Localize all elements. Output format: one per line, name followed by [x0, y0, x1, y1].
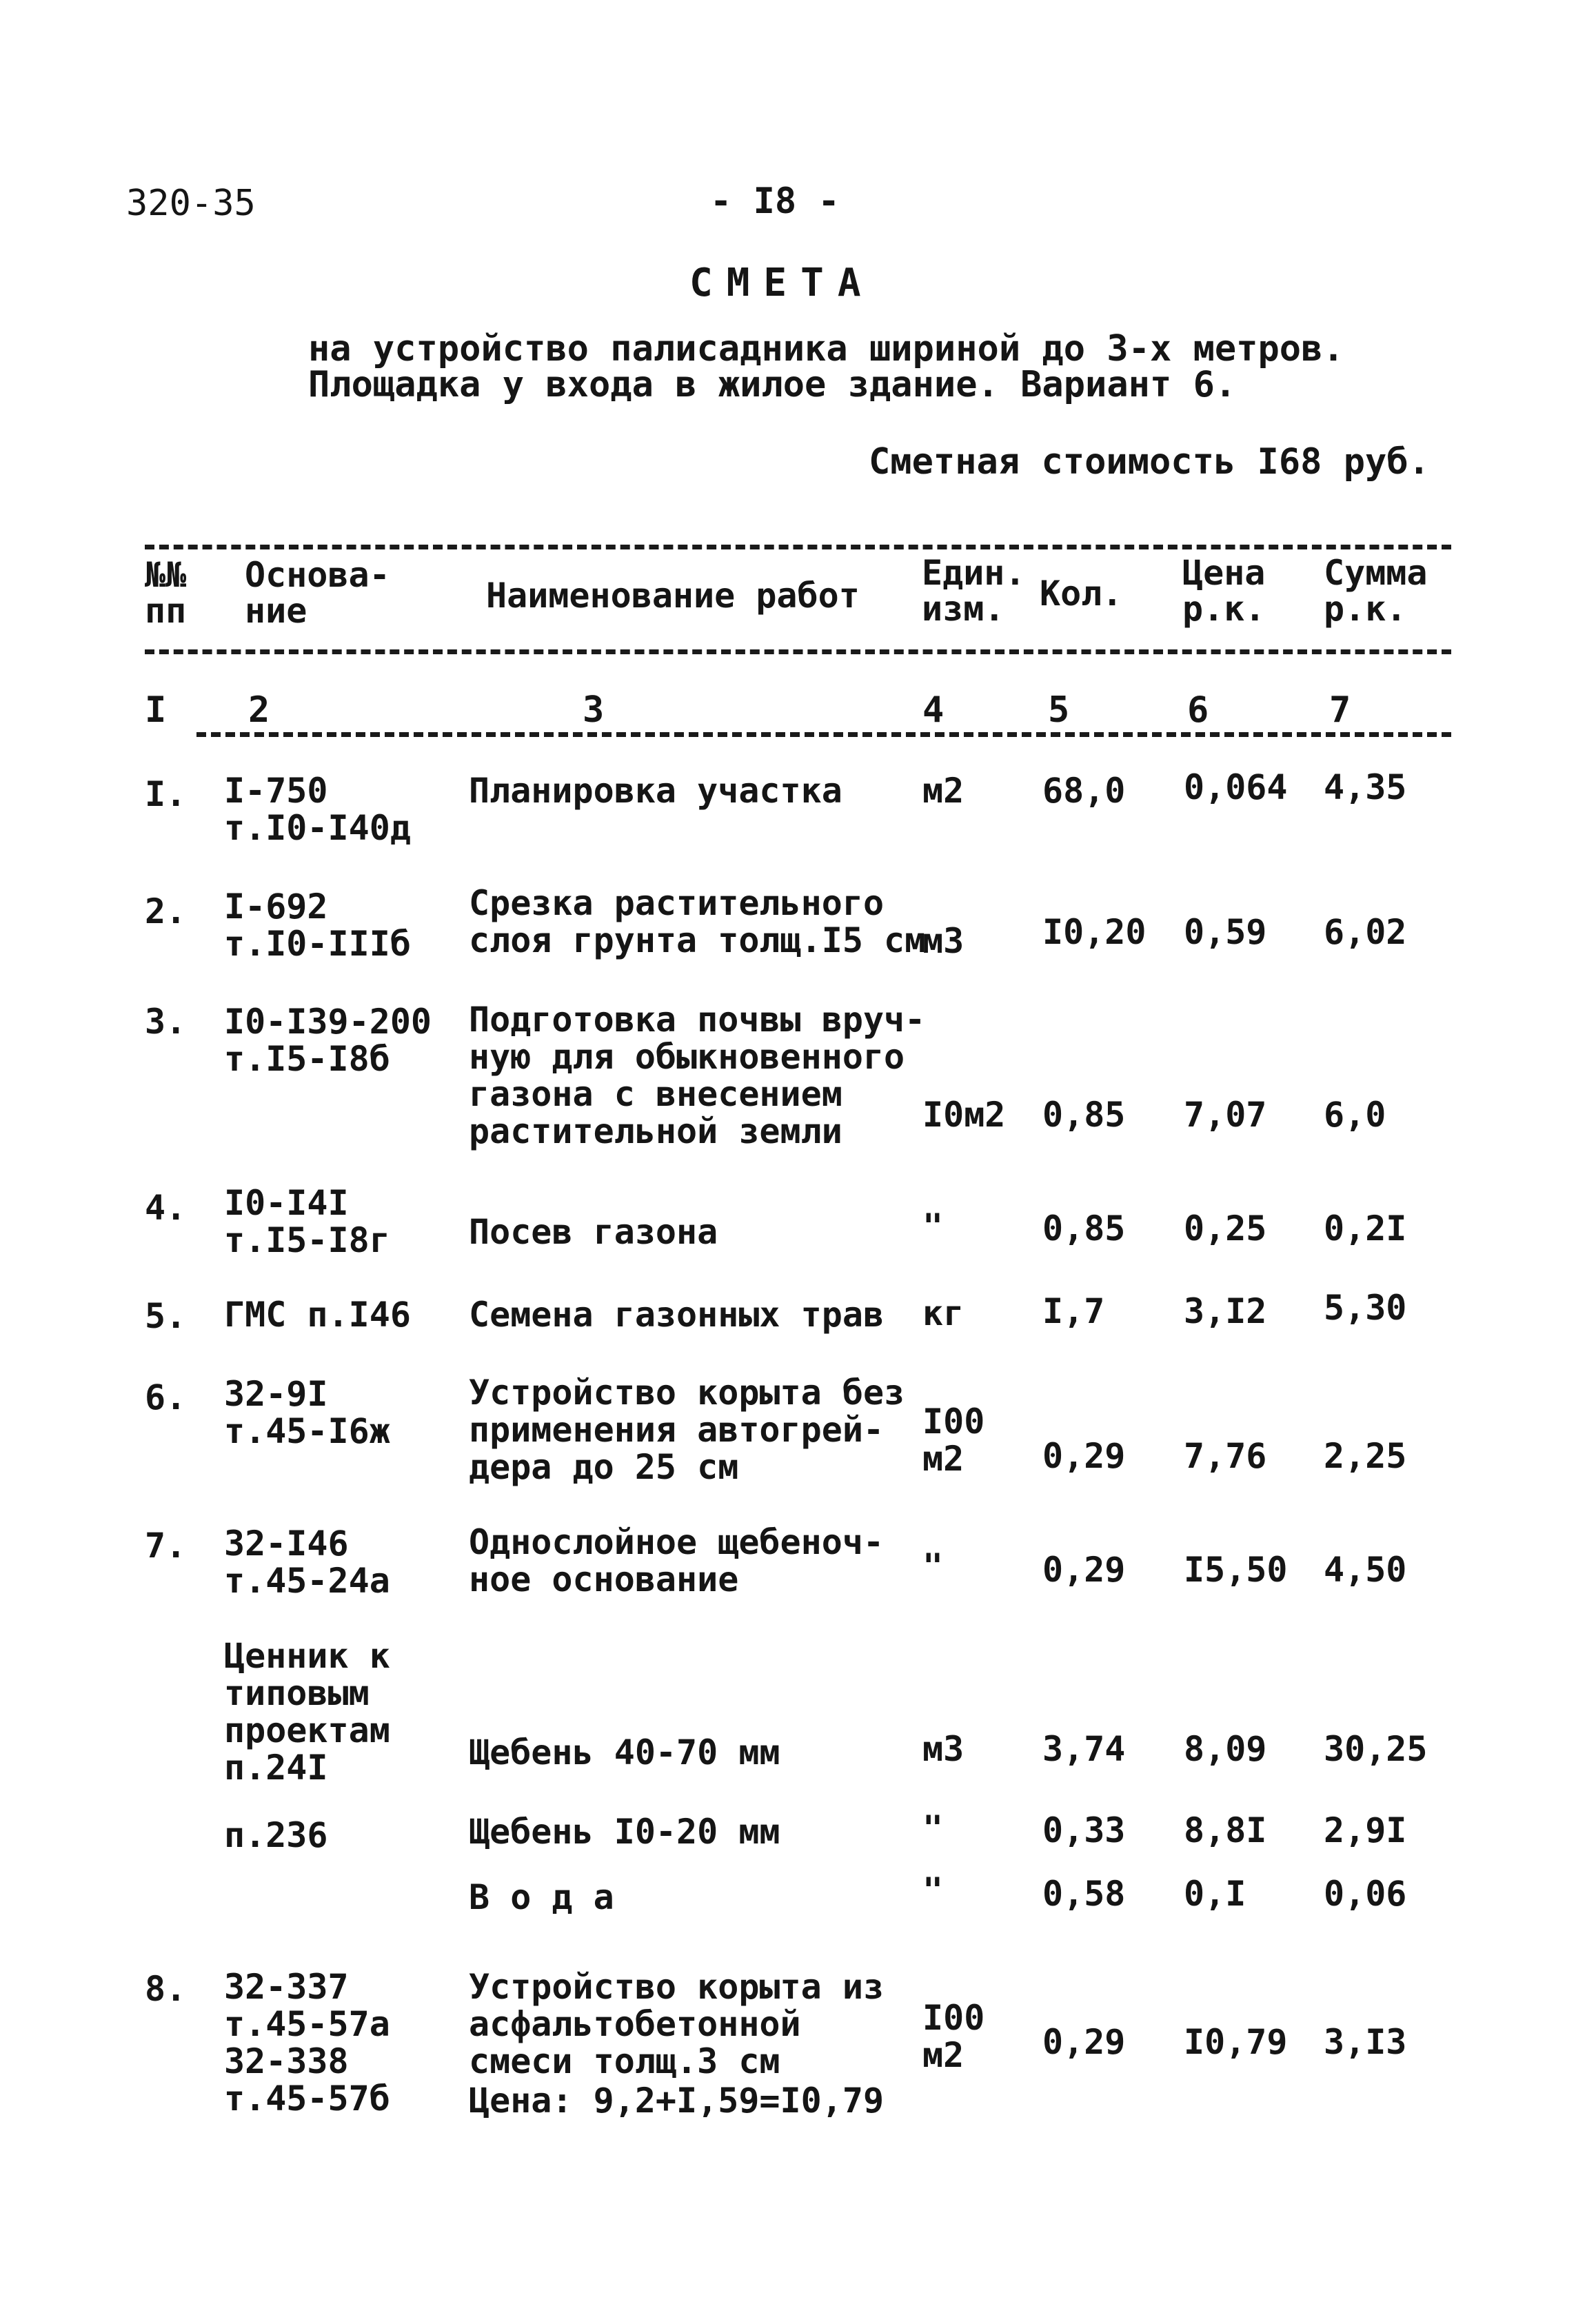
header-unit: Един. изм.: [922, 553, 1026, 629]
row-qty: I,7: [1042, 1291, 1105, 1331]
row-price: 0,064: [1184, 767, 1288, 807]
row-name: Устройство корыта без применения автогрей- дера до 25 см: [469, 1373, 905, 1487]
row-num: I.: [145, 774, 187, 814]
row-num: 5.: [145, 1296, 187, 1336]
row-unit: ": [922, 1546, 944, 1586]
row-basis: I-692 т.I0-IIIб: [224, 887, 411, 964]
row-num: 6.: [145, 1377, 187, 1417]
row-name: Устройство корыта из асфальтобетонной смеси толщ.3 см: [469, 1967, 885, 2081]
row-unit: ": [922, 1808, 944, 1848]
row-qty: 0,33: [1042, 1810, 1126, 1850]
row-num: 2.: [145, 891, 187, 931]
row-price: 0,59: [1184, 912, 1267, 952]
row-price: 3,I2: [1184, 1291, 1267, 1331]
row-name: Щебень 40-70 мм: [469, 1732, 780, 1772]
header-sum: Сумма р.к.: [1324, 553, 1428, 629]
row-basis: ГМС п.I46: [224, 1295, 411, 1335]
row-sum: 0,06: [1324, 1874, 1407, 1914]
row-sum: 2,9I: [1324, 1810, 1407, 1850]
header-num: №№ пп: [145, 555, 187, 631]
row-sum: 6,0: [1324, 1095, 1386, 1135]
row-unit: м3: [922, 921, 964, 961]
row-qty: 0,85: [1042, 1095, 1126, 1135]
row-qty: 0,29: [1042, 1436, 1126, 1476]
row-unit: м3: [922, 1729, 964, 1769]
row-num: 8.: [145, 1969, 187, 2009]
page-number: - I8 -: [710, 181, 840, 222]
row-sum: 30,25: [1324, 1729, 1428, 1769]
row-price: 7,07: [1184, 1095, 1267, 1135]
row-qty: I0,20: [1042, 912, 1147, 952]
row-unit: ": [922, 1206, 944, 1246]
row-sum: 4,50: [1324, 1550, 1407, 1590]
row-sum: 6,02: [1324, 912, 1407, 952]
row-price: 8,09: [1184, 1729, 1267, 1769]
row-num: 7.: [145, 1526, 187, 1566]
row-name: Срезка растительного слоя грунта толщ.I5 см: [469, 883, 926, 960]
row-sum: 2,25: [1324, 1436, 1407, 1476]
row-basis: Ценник к типовым проектам п.24I: [224, 1636, 390, 1788]
row-unit: кг: [922, 1293, 964, 1333]
estimated-cost: Сметная стоимость I68 руб.: [869, 441, 1430, 483]
row-name: Однослойное щебеноч- ное основание: [469, 1522, 885, 1599]
header-qty: Кол.: [1040, 574, 1123, 614]
row-qty: 0,29: [1042, 2022, 1126, 2062]
header-name: Наименование работ: [486, 576, 860, 616]
row-qty: 3,74: [1042, 1729, 1126, 1769]
row-unit: м2: [922, 771, 964, 811]
table-top-rule: [145, 545, 1451, 549]
subtitle-line-1: на устройство палисадника шириной до 3-х метров.: [308, 328, 1344, 370]
column-number-7: 7: [1329, 689, 1351, 731]
row-price: 0,25: [1184, 1209, 1267, 1249]
row-sum: 0,2I: [1324, 1209, 1407, 1249]
row-unit: I00 м2: [922, 1998, 985, 2075]
document-id: 320-35: [126, 183, 256, 224]
row-name: Планировка участка: [469, 771, 842, 811]
price-note: Цена: 9,2+I,59=I0,79: [469, 2081, 885, 2121]
row-basis: 32-337 т.45-57а 32-338 т.45-57б: [224, 1967, 390, 2119]
row-price: 7,76: [1184, 1436, 1267, 1476]
column-number-5: 5: [1048, 689, 1070, 731]
row-qty: 0,29: [1042, 1550, 1126, 1590]
column-number-2: 2: [248, 689, 270, 731]
row-basis: 32-I46 т.45-24а: [224, 1524, 390, 1601]
header-price: Цена р.к.: [1182, 553, 1266, 629]
document-subtitle: [308, 328, 1344, 405]
row-qty: 68,0: [1042, 771, 1126, 811]
row-sum: 4,35: [1324, 767, 1407, 807]
row-price: 0,I: [1184, 1874, 1246, 1914]
header-bottom-rule: [145, 649, 1451, 654]
subtitle-line-2: Площадка у входа в жилое здание. Вариант 6.: [308, 364, 1237, 405]
column-number-3: 3: [583, 689, 605, 731]
document-title: СМЕТА: [689, 261, 875, 305]
row-num: 4.: [145, 1188, 187, 1228]
column-number-6: 6: [1187, 689, 1209, 731]
row-unit: I00 м2: [922, 1402, 985, 1479]
row-price: 8,8I: [1184, 1810, 1267, 1850]
row-qty: 0,58: [1042, 1874, 1126, 1914]
row-name: Подготовка почвы вруч- ную для обыкновенного газона с внесением растительной земли: [469, 1000, 926, 1151]
row-basis: п.236: [224, 1815, 328, 1855]
row-name: Щебень I0-20 мм: [469, 1812, 780, 1852]
row-sum: 5,30: [1324, 1288, 1407, 1328]
header-basis: Основа- ние: [245, 555, 390, 631]
column-number-rule: [196, 732, 1451, 737]
row-name: Посев газона: [469, 1212, 718, 1252]
row-basis: 32-9I т.45-I6ж: [224, 1374, 390, 1451]
row-unit: ": [922, 1870, 944, 1910]
row-unit: I0м2: [922, 1095, 1006, 1135]
row-num: 3.: [145, 1002, 187, 1042]
column-number-4: 4: [922, 689, 945, 731]
column-number-1: I: [145, 689, 167, 731]
row-qty: 0,85: [1042, 1209, 1126, 1249]
row-basis: I0-I39-200 т.I5-I8б: [224, 1002, 432, 1079]
row-price: I0,79: [1184, 2022, 1288, 2062]
row-basis: I-750 т.I0-I40д: [224, 771, 411, 848]
row-name: В о д а: [469, 1877, 614, 1917]
row-price: I5,50: [1184, 1550, 1288, 1590]
row-sum: 3,I3: [1324, 2022, 1407, 2062]
row-name: Семена газонных трав: [469, 1295, 885, 1335]
row-basis: I0-I4I т.I5-I8г: [224, 1183, 390, 1260]
